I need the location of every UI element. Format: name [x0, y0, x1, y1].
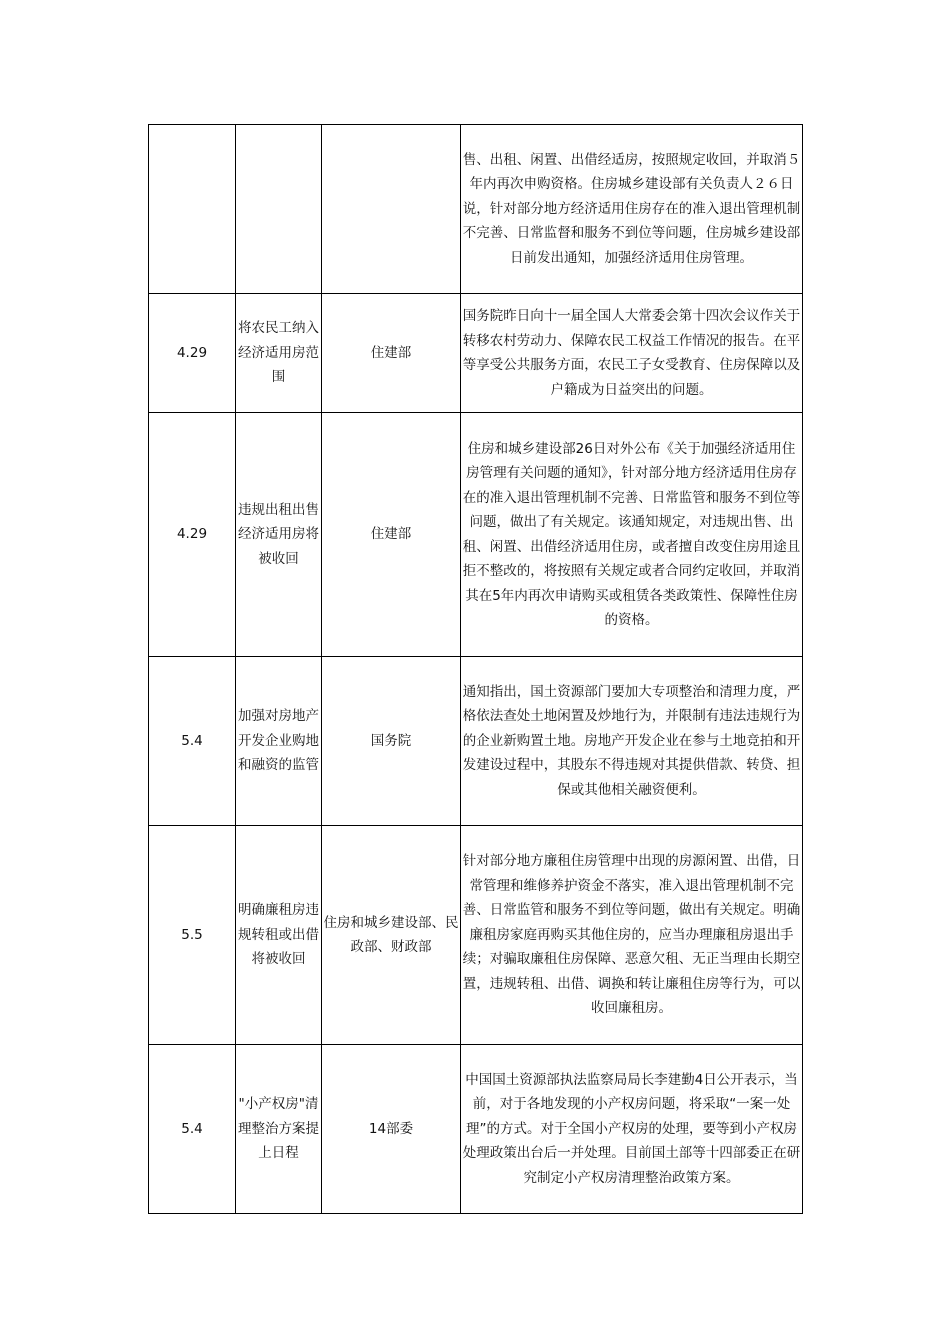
- content-cell: 针对部分地方廉租住房管理中出现的房源闲置、出借，日常管理和维修养护资金不落实，准入退出管理机制不完善、日常监管和服务不到位等问题，做出有关规定。明确廉租房家庭再购买其他住房的，应当办理廉租房退出手续；对骗取廉租住房保障、恶意欠租、无正当理由长期空置，违规转租、出借、调换和转让廉租住房等行为，可以收回廉租房。: [461, 826, 803, 1045]
- table-row: [149, 826, 803, 1045]
- content-cell: 售、出租、闲置、出借经适房，按照规定收回，并取消５年内再次申购资格。住房城乡建设部有关负责人２６日说，针对部分地方经济适用住房存在的准入退出管理机制不完善、日常监督和服务不到位等问题，住房城乡建设部日前发出通知，加强经济适用住房管理。: [461, 125, 803, 294]
- content-cell: 中国国土资源部执法监察局局长李建勤4日公开表示，当前，对于各地发现的小产权房问题，将采取“一案一处理”的方式。对于全国小产权房的处理，要等到小产权房处理政策出台后一并处理。目前国土部等十四部委正在研究制定小产权房清理整治政策方案。: [461, 1045, 803, 1214]
- title-cell: "小产权房"清理整治方案提上日程: [236, 1045, 322, 1214]
- title-cell: 加强对房地产开发企业购地和融资的监管: [236, 657, 322, 826]
- title-cell: 将农民工纳入经济适用房范围: [236, 294, 322, 413]
- department-cell: 国务院: [322, 657, 461, 826]
- content-cell: 住房和城乡建设部26日对外公布《关于加强经济适用住房管理有关问题的通知》，针对部分地方经济适用住房存在的准入退出管理机制不完善、日常监管和服务不到位等问题，做出了有关规定。该通知规定，对违规出售、出租、闲置、出借经济适用住房，或者擅自改变住房用途且拒不整改的，将按照有关规定或者合同约定收回，并取消其在5年内再次申请购买或租赁各类政策性、保障性住房的资格。: [461, 413, 803, 657]
- table-row: [149, 125, 803, 294]
- table-row: [149, 413, 803, 657]
- date-cell: 5.5: [149, 826, 236, 1045]
- table-row: [149, 657, 803, 826]
- department-cell: 住建部: [322, 413, 461, 657]
- date-cell: 4.29: [149, 294, 236, 413]
- title-cell: [236, 125, 322, 294]
- date-cell: 4.29: [149, 413, 236, 657]
- table-row: [149, 294, 803, 413]
- policy-table: [148, 124, 803, 1214]
- date-cell: 5.4: [149, 1045, 236, 1214]
- date-cell: 5.4: [149, 657, 236, 826]
- department-cell: [322, 125, 461, 294]
- content-cell: 国务院昨日向十一届全国人大常委会第十四次会议作关于转移农村劳动力、保障农民工权益工作情况的报告。在平等享受公共服务方面，农民工子女受教育、住房保障以及户籍成为日益突出的问题。: [461, 294, 803, 413]
- title-cell: 违规出租出售经济适用房将被收回: [236, 413, 322, 657]
- title-cell: 明确廉租房违规转租或出借将被收回: [236, 826, 322, 1045]
- table-row: [149, 1045, 803, 1214]
- department-cell: 住建部: [322, 294, 461, 413]
- department-cell: 14部委: [322, 1045, 461, 1214]
- date-cell: [149, 125, 236, 294]
- department-cell: 住房和城乡建设部、民政部、财政部: [322, 826, 461, 1045]
- content-cell: 通知指出，国土资源部门要加大专项整治和清理力度，严格依法查处土地闲置及炒地行为，并限制有违法违规行为的企业新购置土地。房地产开发企业在参与土地竞拍和开发建设过程中，其股东不得违规对其提供借款、转贷、担保或其他相关融资便利。: [461, 657, 803, 826]
